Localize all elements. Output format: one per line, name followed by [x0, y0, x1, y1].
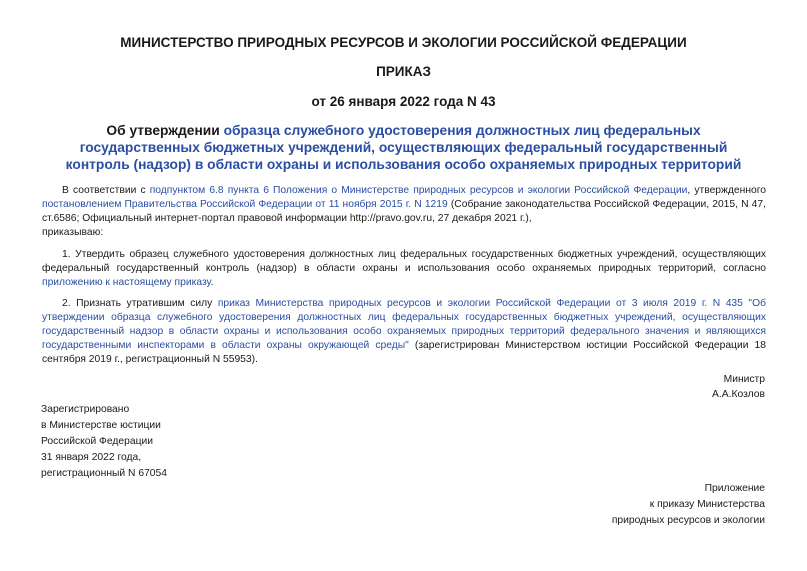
signature-position: Министр [723, 374, 765, 385]
document-title [50, 122, 757, 173]
registration-block [41, 402, 167, 482]
registration-line-1: Зарегистрировано [41, 404, 130, 415]
order-word: приказываю: [42, 227, 104, 238]
item-2-end: (зарегистрирован Министерством юстиции Российской Федерации 18 сентября 2019 г., регистрационный N 55953). [42, 340, 766, 365]
signature-block [712, 372, 765, 402]
document-date: от 26 января 2022 года N 43 [311, 94, 496, 109]
item-1-paragraph [42, 248, 766, 290]
registration-line-5: регистрационный N 67054 [41, 468, 167, 479]
registration-line-2: в Министерстве юстиции [41, 420, 161, 431]
appendix-line-1: Приложение [704, 483, 765, 494]
item-1-text: 1. Утвердить образец служебного удостоверения должностных лиц федеральных государственных бюджетных учреждений, осуществляющих федеральный государственный контроль (надзор) в области охраны и использования особо охраняемых природных территорий, согласно [42, 249, 766, 274]
ministry-heading: МИНИСТЕРСТВО ПРИРОДНЫХ РЕСУРСОВ И ЭКОЛОГИИ РОССИЙСКОЙ ФЕДЕРАЦИИ [120, 35, 687, 50]
item-1-end: . [210, 277, 214, 288]
preamble-link-regulation[interactable]: подпунктом 6.8 пункта 6 Положения о Министерстве природных ресурсов и экологии Российской Федерации [149, 185, 688, 196]
registration-line-3: Российской Федерации [41, 436, 153, 447]
title-prefix: Об утверждении [106, 123, 224, 138]
item-2-paragraph [42, 297, 766, 367]
document-type: ПРИКАЗ [376, 64, 431, 79]
appendix-line-2: к приказу Министерства [649, 499, 765, 510]
item-2-text: 2. Признать утратившим силу [62, 298, 218, 309]
item-1-appendix-link[interactable]: приложению к настоящему приказу [42, 277, 211, 288]
preamble-paragraph [42, 184, 766, 240]
title-link[interactable]: образца служебного удостоверения должностных лиц федеральных государственных бюджетных учреждений, осуществляющих федеральный государственный контроль (надзор) в области охраны и использования особо охраняемых природных территорий [65, 123, 742, 172]
preamble-link-decree[interactable]: постановлением Правительства Российской Федерации от 11 ноября 2015 г. N 1219 [42, 199, 448, 210]
registration-line-4: 31 января 2022 года, [41, 452, 142, 463]
signature-name: А.А.Козлов [712, 389, 765, 400]
item-2-order-link[interactable]: приказ Министерства природных ресурсов и экологии Российской Федерации от 3 июля 2019 г. N 435 "Об утверждении образца служебного удостоверения должностных лиц федеральных государственных бюджетных учреждений, осуществляющих государственный надзор в области охраны и использования особо охраняемых природных территорий федерального значения и являющихся государственными инспекторами в области охраны окружающей среды" [42, 298, 766, 351]
preamble-text-1: В соответствии с [62, 185, 150, 196]
preamble-text-3: (Собрание законодательства Российской Федерации, 2015, N 47, ст.6586; Официальный интернет-портал правовой информации http://pravo.gov.ru, 27 декабря 2021 г.), [42, 199, 766, 224]
appendix-line-3: природных ресурсов и экологии [611, 515, 765, 526]
preamble-text-2: , утвержденного [687, 185, 766, 196]
appendix-block [612, 481, 765, 529]
